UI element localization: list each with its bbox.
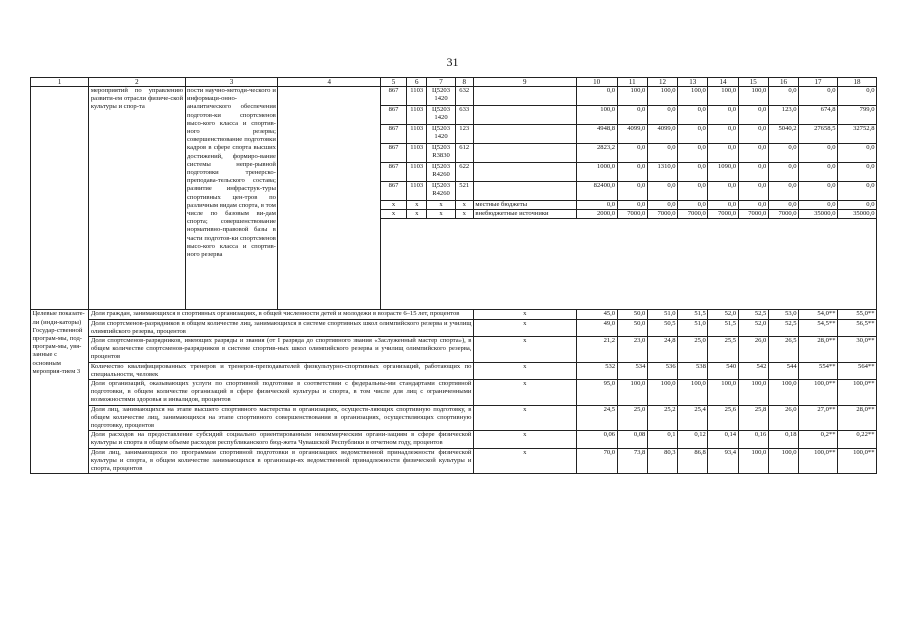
cell-c7: Ц5203 1420 [427,125,455,144]
cell-c5: 867 [381,182,407,201]
value-cell: 0,0 [799,87,838,106]
value-cell: 50,5 [647,319,677,336]
indicator-row [31,380,877,406]
indicator-text-cell: Количество квалифицированных тренеров и тренеров-преподавателей физкультурно-спортивных организаций, работающих по специальности, человек [90,362,472,378]
value-cell: 100,0** [799,448,838,474]
cell-c7: x [427,210,455,219]
header-cell: 3 [185,78,278,87]
indicator-text-cell: Доля лиц, занимающихся на этапе высшего спортивного мастерства в организациях, осуществ-ляющих спортивную подготовку, в общем количестве лиц, занимающихся на этапе спортивного совершенствования в организациях, осуществляющих спортивную подготовку, процентов [90,405,472,430]
value-cell: 0,0 [738,163,768,182]
value-cell: 0,0 [678,182,708,201]
value-cell: 55,0** [838,310,877,319]
value-cell: 24,5 [576,405,617,431]
value-cell: 0,0 [678,144,708,163]
value-cell: 674,8 [799,106,838,125]
indicator-text-cell: Доля граждан, занимающихся в спортивных организациях, в общей численности детей и молодежи в возрасте 6–15 лет, процентов [89,310,474,319]
cell-c9 [473,163,576,182]
value-cell: 100,0 [576,106,617,125]
value-cell: 554** [799,362,838,379]
header-cell: 6 [406,78,427,87]
cell-c8: 123 [455,125,473,144]
value-cell: 27,0** [799,405,838,431]
cell-c8: 521 [455,182,473,201]
value-cell: 26,0 [768,405,798,431]
value-cell: 0,0 [617,182,647,201]
value-cell: 100,0 [768,448,798,474]
value-cell: 0,22** [838,431,877,448]
indicator-text-cell: Доля расходов на предоставление субсидий социально ориентированным некоммерческим органи-зациям в сфере физической культуры и спорта в общем объеме расходов республиканского бюд-жета Чувашской Республики в отчетном году, процентов [90,431,472,447]
value-cell: 0,0 [768,87,798,106]
cell-c6: 1103 [406,125,427,144]
value-cell: 100,0 [708,87,738,106]
value-cell: 70,0 [576,448,617,474]
value-cell: 73,8 [617,448,647,474]
value-cell: 51,5 [708,319,738,336]
value-cell: 24,8 [647,337,677,363]
value-cell: 100,0 [678,87,708,106]
value-cell: 1310,0 [647,163,677,182]
value-cell: 28,0** [799,337,838,363]
value-cell: 0,08 [617,431,647,448]
value-cell: 100,0 [708,380,738,406]
cell-c8: 633 [455,106,473,125]
cell-c9 [473,125,576,144]
empty-cell [381,219,877,310]
value-cell: 2823,2 [576,144,617,163]
value-cell: 123,0 [768,106,798,125]
value-cell: 35000,0 [799,210,838,219]
value-cell: 0,0 [708,201,738,210]
value-cell: 4099,0 [617,125,647,144]
value-cell: 25,2 [647,405,677,431]
value-cell: 25,0 [678,337,708,363]
value-cell: 93,4 [708,448,738,474]
header-cell: 13 [678,78,708,87]
value-cell: 27658,5 [799,125,838,144]
value-cell: 26,5 [768,337,798,363]
value-cell: 32752,8 [838,125,877,144]
value-cell: 0,0 [708,125,738,144]
cell-c7: Ц5203 1420 [427,87,455,106]
value-cell: 23,0 [617,337,647,363]
value-cell: 0,0 [838,87,877,106]
cell-c9: x [473,310,576,319]
value-cell: 86,8 [678,448,708,474]
cell-c6: 1103 [406,106,427,125]
cell-c8: 622 [455,163,473,182]
value-cell: 45,0 [576,310,617,319]
value-cell: 26,0 [738,337,768,363]
value-cell: 100,0 [617,87,647,106]
value-cell: 25,8 [738,405,768,431]
program-table [30,77,877,474]
header-cell: 17 [799,78,838,87]
value-cell: 54,5** [799,319,838,336]
indicator-row [31,405,877,431]
cell-c5: 867 [381,87,407,106]
indicator-row [31,448,877,474]
cell-c9 [473,182,576,201]
cell-c9: x [473,405,576,431]
value-cell: 100,0 [647,380,677,406]
value-cell: 0,0 [768,201,798,210]
value-cell: 100,0 [738,87,768,106]
header-row [31,78,877,87]
header-cell: 2 [89,78,185,87]
value-cell: 0,0 [799,201,838,210]
value-cell: 51,0 [647,310,677,319]
value-cell: 0,18 [768,431,798,448]
value-cell: 0,0 [738,144,768,163]
cell-c7: Ц5203 R3830 [427,144,455,163]
value-cell: 542 [738,362,768,379]
page-number: 31 [446,55,459,69]
cell-c5: x [381,201,407,210]
value-cell: 100,0 [678,380,708,406]
measure-description-cell: пости научно-методи-ческого и информаци-онно-аналитического обеспечения подготов-ки спортсменов высо-кого класса и спортив-ного резерва; совершенствование подготовки кадров в сфере спорта высших достижений, формиро-вание системы непре-рывной подготовки тренерско-преподава-тельского состава; развитие инфраструк-туры спортивных цен-тров по различным видам спорта, в том числе по базовым ви-дам спорта; совершенствование нормативно-правовой базы в части подготов-ки спортсменов высо-кого класса и спортив-ного резерва [185,87,278,310]
value-cell: 0,1 [647,431,677,448]
value-cell: 0,0 [768,163,798,182]
cell-c9: местные бюджеты [473,201,576,210]
cell-c8: x [455,201,473,210]
value-cell: 0,12 [678,431,708,448]
header-cell: 14 [708,78,738,87]
value-cell: 0,0 [617,106,647,125]
value-cell: 0,0 [768,182,798,201]
value-cell: 7000,0 [617,210,647,219]
value-cell: 0,0 [768,144,798,163]
value-cell: 21,2 [576,337,617,363]
value-cell: 50,0 [617,310,647,319]
value-cell: 28,0** [838,405,877,431]
value-cell: 2000,0 [576,210,617,219]
indicator-row [31,310,877,319]
value-cell: 50,0 [617,319,647,336]
value-cell: 82400,0 [576,182,617,201]
value-cell: 100,0** [838,380,877,406]
cell-c6: 1103 [406,144,427,163]
cell-c6: 1103 [406,163,427,182]
value-cell: 540 [708,362,738,379]
cell-c9: x [473,337,576,363]
indicator-text-cell: Доля организаций, оказывающих услуги по спортивной подготовке в соответствии с федеральны-ми стандартами спортивной подготовки, в общем количестве организаций в сфере физической культуры и спорта, в том числе для лиц с ограниченными возможностями здоровья и инвалидов, процентов [90,380,472,404]
header-cell: 12 [647,78,677,87]
cell-c9 [473,144,576,163]
value-cell: 0,0 [738,182,768,201]
header-cell: 7 [427,78,455,87]
value-cell: 51,0 [678,319,708,336]
value-cell: 7000,0 [678,210,708,219]
cell-c9 [473,87,576,106]
value-cell: 100,0 [647,87,677,106]
cell-c8: 612 [455,144,473,163]
value-cell: 80,3 [647,448,677,474]
header-cell: 4 [278,78,381,87]
value-cell: 35000,0 [838,210,877,219]
value-cell: 0,0 [838,201,877,210]
value-cell: 0,0 [799,163,838,182]
value-cell: 0,2** [799,431,838,448]
value-cell: 0,0 [799,182,838,201]
header-cell: 11 [617,78,647,87]
indicator-row [31,319,877,336]
value-cell: 536 [647,362,677,379]
col1-cell [31,87,89,310]
cell-c5: 867 [381,125,407,144]
value-cell: 544 [768,362,798,379]
value-cell: 7000,0 [768,210,798,219]
value-cell: 25,5 [708,337,738,363]
cell-c5: x [381,210,407,219]
value-cell: 0,14 [708,431,738,448]
value-cell: 49,0 [576,319,617,336]
finance-row [31,87,877,106]
value-cell: 100,0** [838,448,877,474]
value-cell: 0,0 [576,201,617,210]
header-cell: 9 [473,78,576,87]
value-cell: 0,0 [838,163,877,182]
cell-c7: Ц5203 R4260 [427,182,455,201]
cell-c5: 867 [381,106,407,125]
value-cell: 0,0 [708,144,738,163]
value-cell: 51,5 [678,310,708,319]
value-cell: 1090,0 [708,163,738,182]
value-cell: 564** [838,362,877,379]
value-cell: 0,16 [738,431,768,448]
value-cell: 95,0 [576,380,617,406]
value-cell: 0,0 [708,106,738,125]
measure-name-cell: мероприятий по управлению развити-ем отрасли физиче-ской культуры и спор-та [89,87,185,310]
cell-c8: x [455,210,473,219]
cell-c5: 867 [381,163,407,182]
cell-c6: x [406,201,427,210]
indicator-label-cell: Целевые показате-ли (инди-каторы) Государ-ственной програм-мы, под-програм-мы, увя-занные с основным мероприя-тием 3 [31,310,89,474]
value-cell: 0,0 [678,163,708,182]
value-cell: 52,5 [738,310,768,319]
value-cell: 0,0 [799,144,838,163]
value-cell: 25,4 [678,405,708,431]
value-cell: 54,0** [799,310,838,319]
cell-c9: x [473,380,576,406]
header-cell: 15 [738,78,768,87]
value-cell: 100,0 [617,380,647,406]
indicator-text-cell: Доля лиц, занимающихся по программам спортивной подготовки в организациях ведомственной принадлежности физической культуры и спорта, в общем количестве занимающихся в организаци-ях ведомственной принадлежности физической культуры и спорта, процентов [90,448,472,473]
indicator-row [31,337,877,363]
value-cell: 52,0 [708,310,738,319]
header-cell: 8 [455,78,473,87]
header-cell: 10 [576,78,617,87]
value-cell: 0,0 [838,182,877,201]
value-cell: 7000,0 [708,210,738,219]
cell-c7: x [427,201,455,210]
indicator-row [31,362,877,379]
col4-cell [278,87,381,310]
value-cell: 0,0 [678,201,708,210]
indicator-row [31,431,877,448]
value-cell: 56,5** [838,319,877,336]
value-cell: 0,0 [838,144,877,163]
cell-c9 [473,106,576,125]
cell-c6: 1103 [406,87,427,106]
value-cell: 53,0 [768,310,798,319]
value-cell: 799,0 [838,106,877,125]
value-cell: 0,0 [576,87,617,106]
value-cell: 100,0** [799,380,838,406]
value-cell: 0,0 [617,144,647,163]
value-cell: 100,0 [738,380,768,406]
header-cell: 16 [768,78,798,87]
cell-c6: 1103 [406,182,427,201]
value-cell: 25,6 [708,405,738,431]
header-cell: 5 [381,78,407,87]
header-cell: 18 [838,78,877,87]
value-cell: 538 [678,362,708,379]
value-cell: 0,0 [738,106,768,125]
value-cell: 0,0 [647,201,677,210]
value-cell: 52,5 [768,319,798,336]
cell-c5: 867 [381,144,407,163]
cell-c6: x [406,210,427,219]
value-cell: 0,0 [678,125,708,144]
cell-c9: внебюджетные источники [473,210,576,219]
value-cell: 52,0 [738,319,768,336]
indicator-text-cell: Доля спортсменов-разрядников в общем количестве лиц, занимающихся в системе спортивных школ олимпийского резерва и училищ олимпийского резерва, процентов [90,319,472,335]
header-cell: 1 [31,78,89,87]
value-cell: 7000,0 [647,210,677,219]
value-cell: 100,0 [768,380,798,406]
value-cell: 4099,0 [647,125,677,144]
cell-c9: x [473,448,576,474]
value-cell: 532 [576,362,617,379]
value-cell: 0,06 [576,431,617,448]
cell-c7: Ц5203 1420 [427,106,455,125]
value-cell: 5040,2 [768,125,798,144]
cell-c9: x [473,431,576,448]
value-cell: 30,0** [838,337,877,363]
value-cell: 0,0 [647,144,677,163]
value-cell: 534 [617,362,647,379]
value-cell: 1000,0 [576,163,617,182]
value-cell: 0,0 [678,106,708,125]
cell-c9: x [473,362,576,379]
value-cell: 0,0 [647,106,677,125]
value-cell: 0,0 [617,201,647,210]
value-cell: 0,0 [647,182,677,201]
cell-c7: Ц5203 R4260 [427,163,455,182]
value-cell: 25,0 [617,405,647,431]
value-cell: 0,0 [708,182,738,201]
cell-c9: x [473,319,576,336]
value-cell: 100,0 [738,448,768,474]
value-cell: 0,0 [617,163,647,182]
indicator-text-cell: Доля спортсменов-разрядников, имеющих разряды и звания (от I разряда до спортивного звания «Заслуженный мастер спорта»), в общем количестве спортсменов-разрядников в системе спортив-ных школ олимпийского резерва и училищ олимпийского резерва, процентов [90,337,472,361]
value-cell: 7000,0 [738,210,768,219]
value-cell: 4948,8 [576,125,617,144]
value-cell: 0,0 [738,201,768,210]
value-cell: 0,0 [738,125,768,144]
cell-c8: 632 [455,87,473,106]
